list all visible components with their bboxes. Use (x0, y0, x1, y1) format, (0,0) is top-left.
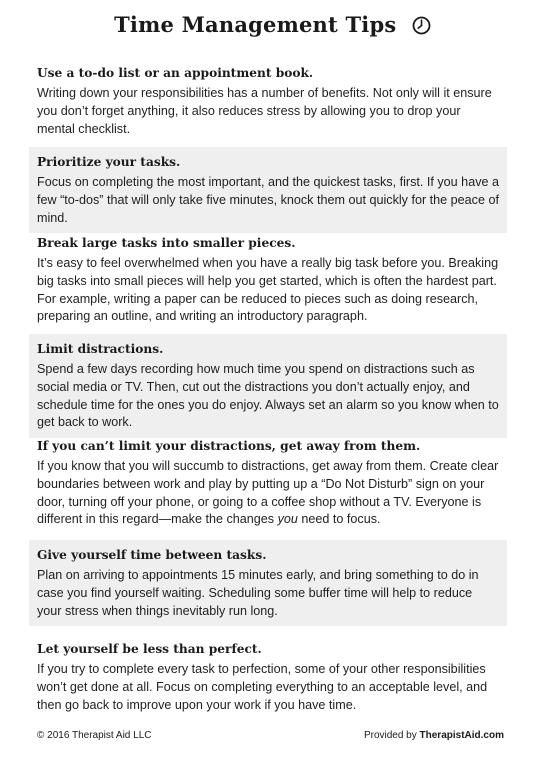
tip-body-emphasis: you (277, 512, 298, 527)
tip-time-between (29, 540, 507, 626)
tip-heading: Prioritize your tasks. (37, 155, 181, 169)
tip-heading: Use a to-do list or an appointment book. (37, 66, 314, 80)
tip-body: It’s easy to feel overwhelmed when you have a really big task before you. Breaking big tasks into small pieces will help you get started, which is often the hardest part. For example, writing a paper can be reduced to pieces such as doing research, preparing an outline, and writing an introductory paragraph. (37, 256, 499, 324)
copyright: © 2016 Therapist Aid LLC (37, 730, 152, 741)
tip-get-away (29, 431, 507, 535)
tip-todo-list (29, 58, 507, 144)
tip-body-text: If you know that you will succumb to distractions, get away from them. Create clear boundaries between work and play by putting up a “Do Not Disturb” sign on your door, turning off your phone, or going to a coffee shop without a TV. Everyone is different in this regard—make the changes (37, 459, 499, 527)
tip-less-than-perfect (29, 634, 507, 720)
tip-heading: Give yourself time between tasks. (37, 548, 267, 562)
tip-heading: Limit distractions. (37, 342, 164, 356)
provided-by-site: TherapistAid.com (419, 730, 504, 741)
provided-by (364, 730, 504, 741)
tip-body: Focus on completing the most important, and the quickest tasks, first. If you have a few “to-dos” that will only take five minutes, knock them out quickly for the peace of mind. (37, 175, 499, 225)
tip-heading: Break large tasks into smaller pieces. (37, 236, 296, 250)
tip-body: Spend a few days recording how much time you spend on distractions such as social media or TV. Then, cut out the distractions you don’t actually enjoy, and schedule time for the ones you do enjoy. Always set an alarm so you know when to get back to work. (37, 362, 499, 430)
tip-body: If you try to complete every task to perfection, some of your other responsibilities won’t get done at all. Focus on completing everything to an acceptable level, and then go back to improve upon your work if you have time. (37, 662, 488, 712)
tip-prioritize (29, 147, 507, 233)
tip-body: Plan on arriving to appointments 15 minutes early, and bring something to do in case you find yourself waiting. Scheduling some buffer time will help to reduce your stress when things inevitably run long. (37, 568, 479, 618)
tip-body: Writing down your responsibilities has a number of benefits. Not only will it ensure you don’t forget anything, it also reduces stress by allowing you to drop your mental checklist. (37, 86, 492, 136)
tip-body (37, 458, 499, 529)
provided-by-prefix: Provided by (363, 730, 420, 741)
tip-break-large-tasks (29, 228, 507, 332)
tip-body-text-end: need to focus. (297, 512, 381, 527)
tip-limit-distractions (29, 334, 507, 438)
clock-icon (412, 15, 431, 40)
tip-heading: If you can’t limit your distractions, get away from them. (37, 439, 421, 453)
page-title-text: Time Management Tips (114, 12, 397, 37)
tip-heading: Let yourself be less than perfect. (37, 642, 262, 656)
page-title (0, 12, 545, 40)
